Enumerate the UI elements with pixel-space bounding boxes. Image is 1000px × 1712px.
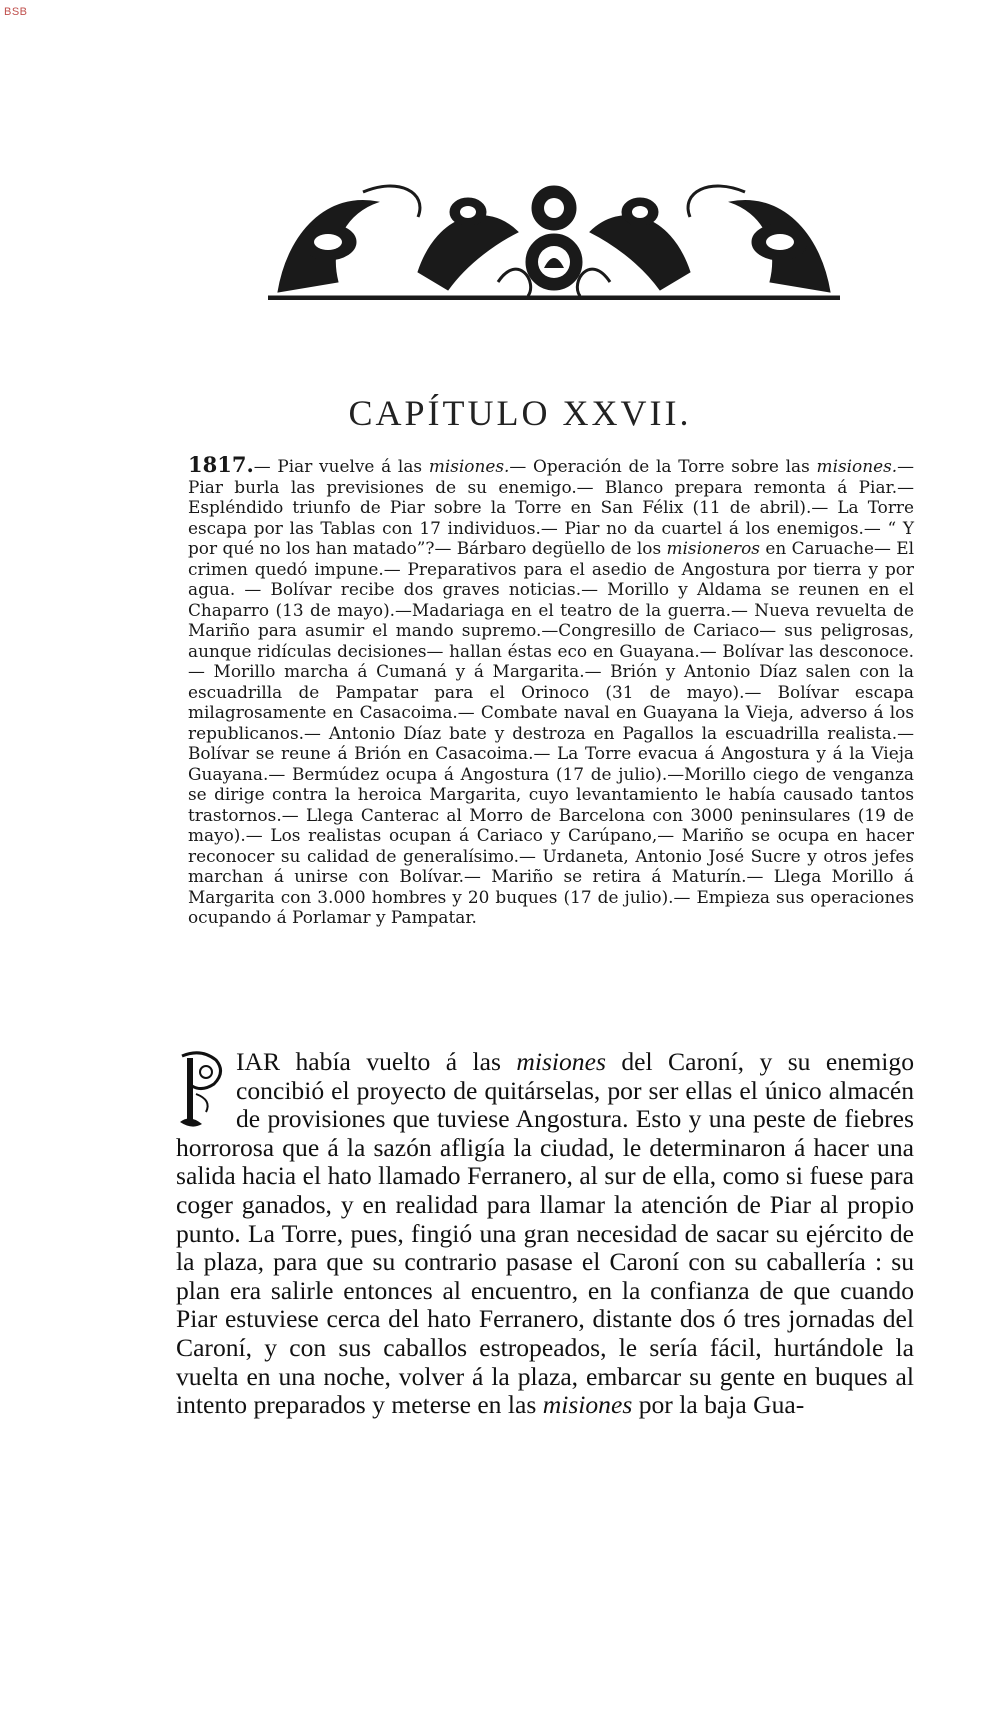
- decorative-headpiece-ornament: [268, 172, 840, 300]
- body-paragraph: [176, 1048, 914, 1420]
- italic-term: misioneros: [666, 538, 760, 558]
- italic-term: misiones.: [816, 456, 898, 476]
- body-text: [176, 1047, 914, 1419]
- summary-text: [188, 456, 914, 927]
- italic-term: misiones: [516, 1047, 606, 1076]
- text-run: — Piar vuelve á las: [253, 456, 429, 476]
- italic-term: misiones.: [428, 456, 510, 476]
- ornamental-initial-p-icon: [176, 1050, 226, 1130]
- text-run: en Caruache— El crimen quedó impune.— Preparativos para el asedio de Angostura por tierra y por agua. — Bolívar recibe dos graves noticias.— Morillo y Aldama se reunen en el Chaparro (13 de mayo).—Madariaga en el teatro de la guerra.— Nueva revuelta de Mariño para asumir el mando supremo.—Congresillo de Cariaco— sus peligrosas, aunque ridículas decisiones— hallan éstas eco en Guayana.— Bolívar las desconoce.— Morillo marcha á Cumaná y á Margarita.— Brión y Antonio Díaz salen con la escuadrilla de Pampatar para el Orinoco (31 de mayo).— Bolívar escapa milagrosamente en Casacoima.— Combate naval en Guayana la Vieja, adverso á los republicanos.— Antonio Díaz bate y destroza en Pagallos la escuadrilla realista.— Bolívar se reune á Brión en Casacoima.— La Torre evacua á Angostura y á la Vieja Guayana.— Bermúdez ocupa á Angostura (17 de julio).—Morillo ciego de venganza se dirige contra la heroica Margarita, cuyo levantamiento le había causado tantos trastornos.— Llega Canterac al Morro de Barcelona con 3000 peninsulares (19 de mayo).— Los realistas ocupan á Cariaco y Carúpano,— Mariño se ocupa en hacer reconocer su calidad de generalísimo.— Urdaneta, Antonio José Sucre y otros jefes marchan á unirse con Bolívar.— Mariño se retira á Maturín.— Llega Morillo á Margarita con 3.000 hombres y 20 buques (17 de julio).— Empieza sus operaciones ocupando á Porlamar y Pampatar.: [188, 538, 914, 927]
- italic-term: misiones: [542, 1390, 633, 1420]
- summary-year: 1817.: [188, 452, 254, 477]
- text-run: del Caroní, y su enemigo concibió el proyecto de quitárselas, por ser ellas el único almacén de provisiones que tuviese Angostura. Esto y una peste de fiebres horrorosa que á la sazón afligía la ciudad, le determinaron á hacer una salida hacia el hato llamado Ferranero, al sur de ella, como si fuese para coger ganados, y en realidad para llamar la atención de Piar al propio punto. La Torre, pues, fingió una gran necesidad de sacar su ejército de la plaza, para que su contrario pasase el Caroní con su caballería : su plan era salirle entonces al encuentro, en la confianza de que cuando Piar estuviese cerca del hato Ferranero, distante dos ó tres jornadas del Caroní, y con sus caballos estropeados, le sería fácil, hurtándole la vuelta en una noche, volver á la plaza, embarcar su gente en buques al intento preparados y meterse en las: [176, 1047, 914, 1420]
- text-run: por la baja Gua-: [632, 1390, 805, 1420]
- text-run: — Operación de la Torre sobre las: [509, 456, 817, 476]
- chapter-summary: [188, 452, 915, 928]
- library-stamp: BSB: [4, 6, 28, 18]
- text-run: IAR había vuelto á las: [236, 1047, 517, 1076]
- chapter-title: CAPÍTULO XXVII.: [348, 393, 692, 433]
- text-run: — Piar burla las previsiones de su enemigo.— Blanco prepara remonta á Piar.— Espléndido triunfo de Piar sobre la Torre en San Félix (11 de abril).— La Torre escapa por las Tablas con 17 individuos.— Piar no da cuartel á los enemigos.— “ Y por qué no los han matado”?— Bárbaro degüello de los: [188, 456, 915, 558]
